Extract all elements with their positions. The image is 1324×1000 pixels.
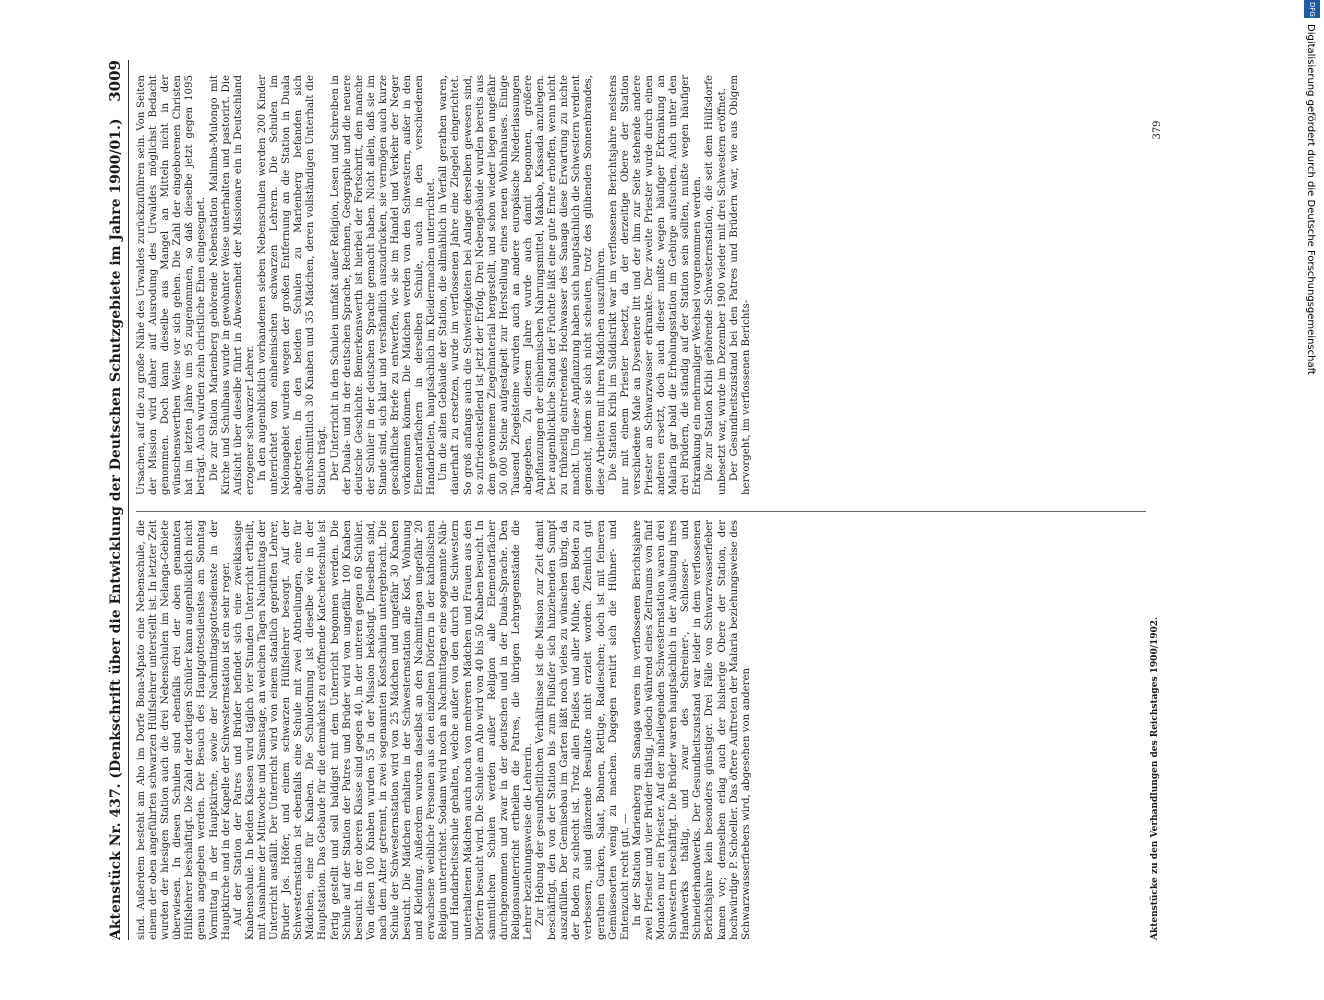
paragraph: Die zur Station Marienberg gehörende Nebenstation Malimba-Mulongo mit Kirche und Schulhaus wurde in gewohnter Weise unterhalten und pastorirt. Die Aufsicht über dieselbe führt in Abwesenheit der Missionare ein in Deutschland erzogener schwarzer Lehrer. [208, 75, 256, 495]
paragraph: Ursachen, auf die zu große Nähe des Urwaldes zurückzuführen sein. Von Seiten der Mission wird daher auf Ausrodung des Urwaldes möglichst Bedacht genommen. Doch kann dieselbe aus Mangel an Mitteln nicht in der wünschenswerthen Weise vor sich gehen. Die Zahl der eingeborenen Christen hat im letzten Jahre um 95 zugenommen, so daß dieselbe jetzt gegen 1095 beträgt. Auch wurden zehn christliche Ehen eingesegnet. [136, 75, 208, 495]
paragraph: In der Station Marienberg am Sanaga waren im verflossenen Berichtsjahre zwei Priester und vier Brüder thätig, jedoch während eines Zeitraums von fünf Monaten nur ein Priester. Auf der naheliegenden Schwesternstation waren drei Schwestern beschäftigt. Die Brüder waren hauptsächlich in der Ausübung ihres Handwerks thätig, und zwar des Schreiner-, Schlosser- und Schneiderhandwerks. Der Gesundheitszustand war leider in dem verflossenen Berichtsjahre kein besonders günstiger. Drei Fälle von Schwarzwasserfieber kamen vor; demselben erlag auch der bisherige Obere der Station, der hochwürdige P. Schoeller. Das öftere Auftreten der Malaria beziehungsweise des Schwarzwasserfiebers wird, abgesehen von anderen [631, 520, 752, 940]
paragraph: Zur Hebung der gesundheitlichen Verhältnisse ist die Mission zur Zeit damit beschäftigt, den von der Station bis zum Flußufer sich hinziehenden Sumpf auszufüllen. Der Gemüsebau im Garten läßt noch vieles zu wünschen übrig, da der Boden zu schlecht ist. Trotz allen Fleißes und aller Mühe, den Boden zu verbessern, sind glänzende Resultate nicht erzielt worden. Ziemlich gut gerathen Gurken, Salat, Bohnen, Rettige, Radieschen; doch ist mit feineren Gemüsesorten wenig zu machen. Dagegen rentirt sich die Hühner- und Entenzucht recht gut. — [535, 520, 631, 940]
side-caption [1302, 0, 1322, 1000]
paragraph: Die Station Kribi im Süddistrikt war im verflossenen Berichtsjahre meistens nur mit einem Priester besetzt, da der derzeitige Obere der Station verschiedene Male an Dysenterie litt und der ihm zur Seite stehende andere Priester an Schwarzwasser erkrankte. Der zweite Priester wurde durch einen anderen ersetzt, doch auch dieser mußte wegen häufiger Erkrankung an Malaria gar bald die Erholungsstation im Gebirge aufsuchen. Auch unter den drei Brüdern, die ständig auf der Station sein sollten, mußte wegen häufiger Erkrankung ein mehrmaliger Wechsel vorgenommen werden. [607, 75, 704, 495]
paragraph: Um die alten Gebäude der Station, die allmählich in Verfall gerathen waren, dauerhaft zu ersetzen, wurde im verflossenen Jahre eine Ziegelei eingerichtet. So groß anfangs auch die Schwierigkeiten bei Anlage derselben gewesen sind, so zufriedenstellend ist jetzt der Erfolg. Drei Nebengebäude wurden bereits aus dem gewonnenen Ziegelmaterial hergestellt, und schon wieder liegen ungefähr 50 000 Steine aufgestapelt zur Herstellung eines neuen Wohnhauses. Einige Tausend Ziegelsteine wurden auch an andere europäische Niederlassungen abgegeben. Zu diesem Jahre wurde auch damit begonnen, größere Anpflanzungen der einheimischen Nahrungsmittel, Makabo, Kassada anzulegen. Der augenblickliche Stand der Früchte läßt eine gute Ernte erhoffen, wenn nicht zu frühzeitig eintretendes Hochwasser des Sanaga diese Erwartung zu nichte macht. Um diese Anpflanzung haben sich hauptsächlich die Schwestern verdient gemacht, indem sie sich nicht scheuten, trotz des glühenden Sonnenbrandes, diese Arbeiten mit ihren Mädchen auszuführen. [438, 75, 607, 495]
paragraph: sind. Außerdem besteht am Aho im Dorfe Bona-Mpato eine Nebenschule, die einem der oben angeführten schwarzen Hülfslehrer unterstellt ist. In letzter Zeit wurden der hiesigen Station auch die drei Nebenschulen im Nelanga-Gebiete überwiesen. In diesen Schulen sind ebenfalls drei der oben genannten Hülfslehrer beschäftigt. Die Zahl der dortigen Schüler kann augenblicklich nicht genau angegeben werden. Der Besuch des Hauptgottesdienstes am Sonntag Vormittag in der Hauptkirche, sowie der Nachmittagsgottesdienste in der Hauptkirche und in der Kapelle der Schwesternstation ist ein sehr reger. [136, 520, 232, 940]
paragraph: Der Unterricht in den Schulen umfaßt außer Religion, Lesen und Schreiben in der Duala- und in der deutschen Sprache, Rechnen, Geographie und die neuere deutsche Geschichte. Bemerkenswerth ist hierbei der Fortschritt, den manche der Schüler in der deutschen Sprache gemacht haben. Nicht allein, daß sie im Stande sind, sich klar und verständlich auszudrücken, sie vermögen auch kurze geschäftliche Briefe zu entwerfen, wie sie im Handel und Verkehr der Neger vorkommen können. Die Mädchen werden von den Schwestern, außer in den Elementarfächern in derselben Schule, auch in den verschiedenen Handarbeiten, hauptsächlich im Kleidermachen unterrichtet. [329, 75, 438, 495]
paragraph: In den augenblicklich vorhandenen sieben Nebenschulen werden 200 Kinder unterrichtet von einheimischen schwarzen Lehrern. Die Schulen im Nelonagebiet wurden wegen der großen Entfernung an die Station in Duala abgetreten. In den beiden Schulen zu Marienberg befanden sich durchschnittlich 30 Knaben und 35 Mädchen, deren vollständigen Unterhalt die Station trägt. [256, 75, 329, 495]
text-column-right [136, 75, 1096, 495]
footer-page-number: 379 [1152, 120, 1163, 140]
page-header [100, 60, 124, 940]
side-caption-text: Digitalisierung gefördert durch die Deutsche Forschungsgemeinschaft [1305, 24, 1316, 375]
document-page [40, 0, 1280, 1000]
paragraph: Auf der Station der Patres und Brüder befindet sich eine zweiklassige Knabenschule. In beiden Klassen wird täglich vier Stunden Unterricht ertheilt, mit Ausnahme der Mittwoche und Samstage, an welchen Tagen Nachmittags der Unterricht ausfällt. Der Unterricht wird von einem staatlich geprüften Lehrer, Bruder Jos. Höfer, und einem schwarzen Hülfslehrer besorgt. Auf der Schwesternstation ist ebenfalls eine Schule mit zwei Abtheilungen, eine für Mädchen, eine für Knaben. Die Schulordnung ist dieselbe wie in der Hauptstation. Das Gebäude für die demnächst zu eröffnende Katecheteschule ist fertig gestellt und soll baldigst mit dem Unterricht begonnen werden. Die Schule auf der Station der Patres und Brüder wird von ungefähr 100 Knaben besucht. In der oberen Klasse sind gegen 40, in der unteren gegen 60 Schüler. Von diesen 100 Knaben wurden 55 in der Mission beköstigt. Dieselben sind, nach dem Alter getrennt, in zwei sogenannten Kostschulen untergebracht. Die Schule der Schwesternstation wird von 25 Mädchen und ungefähr 30 Knaben besucht. Die Mädchen erhalten in der Schwesternstation alle Kost, Wohnung und Kleidung. Außerdem wurden daselbst an den Nachmittagen ungefähr 20 erwachsene weibliche Personen aus den einzelnen Dörfern in der katholischen Religion unterrichtet. Sodann wird noch an Nachmittagen eine sogenannte Näh- und Handarbeitsschule gehalten, welche außer von den durch die Schwestern unterhaltenen Mädchen auch noch von mehreren Mädchen und Frauen aus den Dörfern besucht wird. Die Schule am Aho wird von 40 bis 50 Knaben besucht. In sämmtlichen Schulen werden außer Religion alle Elementarfächer durchgenommen und zwar in der deutschen und in der Duala-Sprache. Den Religionsunterricht ertheilen die Patres, die übrigen Lehrgegenstände die Lehrer beziehungsweise die Lehrerin. [232, 520, 534, 940]
header-rule [128, 60, 129, 940]
header-title: Aktenstück Nr. 437. (Denkschrift über die Entwicklung der Deutschen Schutzgebiete im Jahre 1900/01.) [108, 118, 124, 940]
paragraph: Die zur Station Kribi gehörende Schwesternstation, die seit dem Hülfsdorfe unbesetzt war, wurde im Dezember 1900 wieder mit drei Schwestern eröffnet. [704, 75, 728, 495]
column-divider [136, 511, 1146, 512]
header-page-ref: 3009 [106, 60, 124, 102]
dfg-logo: DFG [1304, 0, 1320, 18]
paragraph: Der Gesundheitszustand bei den Patres und Brüdern war, wie aus Obigem hervorgeht, im verflossenen Berichts- [728, 75, 752, 495]
text-column-left [136, 520, 1096, 940]
footer-note: Aktenstücke zu den Verhandlungen des Reichstages 1900/1902. [1150, 616, 1160, 940]
